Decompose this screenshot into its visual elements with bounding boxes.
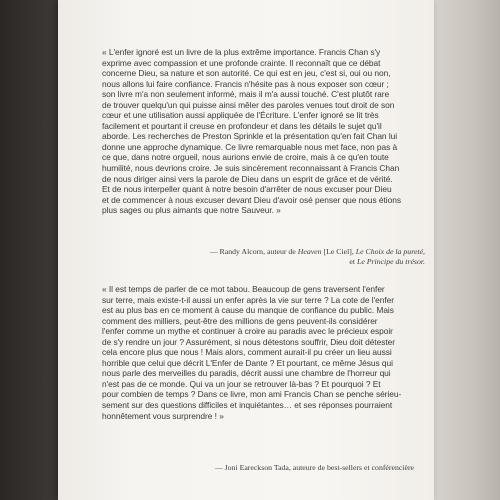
adjacent-page-edge: [428, 0, 500, 500]
quote-line: et de commencer à nous excuser devant Dieu d'avoir osé penser que nous étions: [102, 194, 401, 205]
attribution-text: — Randy Alcorn, auteur de: [209, 247, 298, 256]
quote-line: ce que, dans notre orgueil, nous aurions envie de croire, mais à ce qu'en toute: [102, 152, 389, 163]
quote-line: l'enfer comme un mythe et continuer à croire au paradis avec le précieux espoir: [102, 326, 393, 337]
quote-line: « Il est temps de parler de ce mot tabou. Beaucoup de gens traversent l'enfer: [102, 284, 385, 294]
quote-line: « L'enfer ignoré est un livre de la plus extrême importance. Francis Chan s'y: [102, 47, 381, 57]
endorsement-randy-alcorn: [102, 47, 422, 216]
quote-line: humilité, nous devrions croire. Je suis sincèrement reconnaissant à Francis Chan: [102, 163, 400, 174]
endorsement-joni-eareckson-tada: [102, 284, 422, 421]
quote-line: de trouver quelqu'un qui puisse ainsi mêler des paroles venues tout droit de son: [102, 99, 395, 110]
quote-line: nous parle des merveilles du paradis, décrit aussi une chambre de l'horreur qui: [102, 368, 391, 379]
book-title: Heaven: [297, 247, 322, 256]
quote-line: est au plus bas en ce moment à cause du manque de confiance du public. Mais: [102, 305, 394, 316]
quote-line: Et de nous interpeller quant à notre besoin d'arrêter de nous excuser pour Dieu: [102, 184, 392, 195]
quote-line: comment des milliers, peut-être des millions de gens peuvent-ils considérer: [102, 315, 378, 326]
quote-line: sement sur des questions difficiles et inquiétantes… et ses réponses pourraient: [102, 400, 393, 411]
attribution-text: et: [349, 256, 357, 266]
endorsement-quote: [102, 47, 422, 216]
quote-line: son livre m'a non seulement informé, mais il m'a aussi touché. C'est plutôt rare: [102, 89, 390, 100]
quote-line: plus sages ou plus aimants que notre Sauveur. »: [102, 205, 281, 216]
endorsement-quote: [102, 284, 422, 421]
attribution-joni-eareckson-tada: [102, 463, 414, 473]
quote-line: cœur et une utilisation aussi appliquée de l'Écriture. L'enfer ignoré se lit très: [102, 110, 379, 121]
attribution-line: [102, 247, 425, 257]
attribution-text: [Le Ciel],: [321, 247, 356, 256]
quote-line: honnêtement vous surprendre ! »: [102, 410, 224, 421]
quote-line: aborde. Les recherches de Preston Sprinkle et la présentation qu'en fait Chan lui: [102, 131, 398, 142]
book-title: Le Choix de la pureté,: [355, 247, 425, 256]
quote-line: pour combien de temps ? Dans ce livre, mon ami Francis Chan se penche sérieu-: [102, 389, 402, 400]
book-title: Le Principe du trésor.: [356, 256, 425, 266]
quote-line: exprime avec compassion et une profonde crainte. Il reconnaît que ce débat: [102, 57, 381, 68]
quote-line: horrible que celui que décrit L'Enfer de Dante ? Et pourtant, ce même Jésus qui: [102, 357, 393, 368]
quote-line: concerne Dieu, sa nature et son autorité. Ce qui est en jeu, c'est si, oui ou non,: [102, 68, 391, 79]
attribution-randy-alcorn: [102, 247, 425, 266]
quote-line: de s'y rendre un jour ? Assurément, si nous détestons souffrir, Dieu doit détester: [102, 336, 395, 347]
quote-line: de nous diriger ainsi vers la parole de Dieu dans un esprit de grâce et de vérité.: [102, 173, 393, 184]
attribution-text: — Joni Eareckson Tada, auteure de best-sellers et conférencière: [214, 463, 414, 472]
attribution-line: [102, 257, 425, 267]
quote-line: n'est pas de ce monde. Qui va un jour se retrouver là-bas ? Et pourquoi ? Et: [102, 378, 381, 389]
quote-line: cela encore plus que nous ! Mais alors, comment aurait-il pu créer un lieu aussi: [102, 347, 392, 358]
quote-line: sur terre, mais existe-t-il aussi un enfer après la vie sur terre ? La cote de l'enfer: [102, 294, 394, 305]
book-page: [58, 0, 434, 500]
quote-line: nous allons lui faire confiance. Francis n'hésite pas à nous exposer son cœur ;: [102, 78, 389, 89]
quote-line: facilement et pourtant il creuse en profondeur et dans les détails le sujet qu'il: [102, 120, 382, 131]
quote-line: donne une approche dynamique. Ce livre remarquable nous met face, non pas à: [102, 141, 398, 152]
